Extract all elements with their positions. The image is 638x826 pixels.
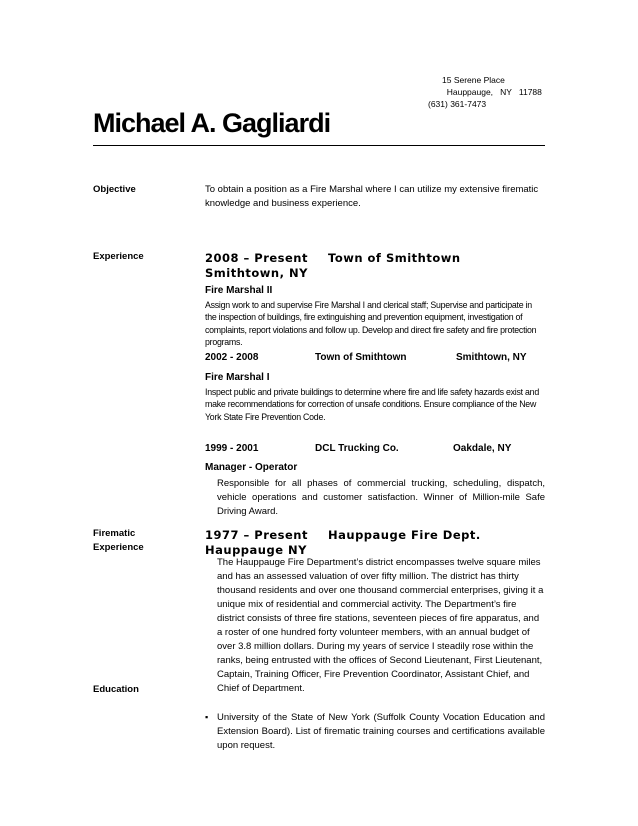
section-label-objective: Objective <box>93 184 136 195</box>
section-label-education: Education <box>93 684 139 695</box>
job-3-title: Manager - Operator <box>205 462 298 473</box>
job-1-dates: 2008 – Present <box>205 251 308 265</box>
city-state-zip: Hauppauge, NY 11788 <box>442 87 542 97</box>
job-3-employer: DCL Trucking Co. <box>315 443 399 454</box>
job-1-employer: Town of Smithtown <box>328 251 461 265</box>
street-address: 15 Serene Place <box>442 75 505 85</box>
candidate-name: Michael A. Gagliardi <box>93 108 331 138</box>
firematic-location: Hauppauge NY <box>205 543 307 557</box>
section-label-firematic-line1: Firematic <box>93 528 136 539</box>
firematic-dates: 1977 – Present <box>205 528 308 542</box>
job-2-title: Fire Marshal I <box>205 372 270 383</box>
job-2-employer: Town of Smithtown <box>315 352 407 363</box>
bullet-icon: ▪ <box>205 712 209 722</box>
job-2-dates: 2002 - 2008 <box>205 352 259 363</box>
job-3-dates: 1999 - 2001 <box>205 443 259 454</box>
job-1-location: Smithtown, NY <box>205 266 308 280</box>
job-2-description: Inspect public and private buildings to determine where fire and life safety hazards exist and make recommendations for correction of unsafe conditions. Ensure compliance of the New York State Fire Prevention Code. <box>205 387 539 422</box>
objective-text: To obtain a position as a Fire Marshal where I can utilize my extensive firematic knowledge and business experience. <box>205 184 539 209</box>
contact-address <box>428 74 542 110</box>
job-3-location: Oakdale, NY <box>453 443 512 454</box>
job-2-location: Smithtown, NY <box>456 352 527 363</box>
job-3-description: Responsible for all phases of commercial trucking, scheduling, dispatch, vehicle operations and customer satisfaction. Winner of Million-mile Safe Driving Award. <box>217 478 545 517</box>
phone-number: (631) 361-7473 <box>428 99 487 109</box>
job-1-title: Fire Marshal II <box>205 285 273 296</box>
education-text: University of the State of New York (Suffolk County Vocation Education and Extension Board). List of firematic training courses and certifications available upon request. <box>217 712 545 751</box>
section-label-firematic <box>93 527 144 555</box>
job-1-description: Assign work to and supervise Fire Marshal I and clerical staff; Supervise and participate in the inspection of buildings, fire extinguishing and prevention equipment, investigation of complaints, report violations and follow up. Develop and direct fire safety and fire protection programs. <box>205 300 537 348</box>
firematic-description: The Hauppauge Fire Department’s district encompasses twelve square miles and has an assessed valuation of over fifty million. The district has thirty thousand residents and over one thousand commercial enterprises, giving it a unique mix of residential and commercial activity. The Department’s fire district consists of three fire stations, seventeen pieces of fire apparatus, and a roster of one hundred forty volunteer members, with an annual budget of over 3.8 million dollars. During my years of service I steadily rose within the ranks, being entrusted with the offices of Second Lieutenant, First Lieutenant, Captain, Training Officer, Fire Prevention Coordinator, Assistant Chief, and Chief of Department. <box>217 557 544 694</box>
section-label-firematic-line2: Experience <box>93 542 144 553</box>
section-label-experience: Experience <box>93 251 144 262</box>
header-divider <box>93 145 545 146</box>
firematic-organization: Hauppauge Fire Dept. <box>328 528 481 542</box>
